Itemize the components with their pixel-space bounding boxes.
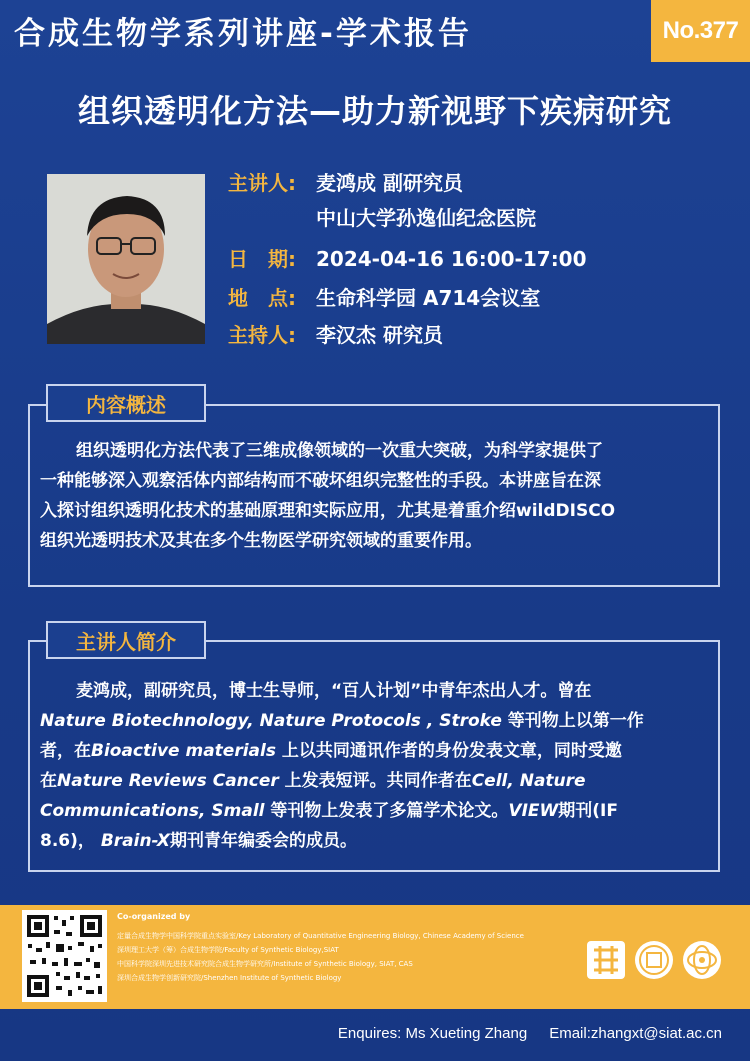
speaker-affiliation: 中山大学孙逸仙纪念医院	[316, 206, 536, 230]
lecture-number: No.377	[662, 17, 739, 44]
qr-code-icon	[22, 910, 107, 1002]
journal-names: Cell, Nature	[471, 771, 586, 791]
journal-name: Nature Reviews Cancer	[57, 771, 279, 791]
overview-line: 组织透明化方法代表了三维成像领域的一次重大突破，为科学家提供了	[76, 441, 603, 461]
bio-line: Communications, Small 等刊物上发表了多篇学术论文。VIEW期刊(IF	[40, 801, 618, 821]
host-row	[228, 319, 443, 348]
cas-logo-icon	[682, 940, 722, 980]
place-value: 生命科学园 A714会议室	[316, 286, 541, 310]
contact-info	[338, 1025, 722, 1042]
lecture-number-badge	[651, 0, 750, 62]
overview-line: 一种能够深入观察活体内部结构而不破坏组织完整性的手段。本讲座旨在深	[40, 471, 601, 491]
journal-name: VIEW	[508, 801, 559, 821]
place-label: 地 点:	[228, 286, 296, 310]
institute-seal-icon	[634, 940, 674, 980]
host-value: 李汉杰 研究员	[316, 323, 443, 347]
overview-text	[40, 436, 710, 556]
date-value: 2024-04-16 16:00-17:00	[316, 247, 587, 271]
overview-line: 入探讨组织透明化技术的基础原理和实际应用，尤其是着重介绍wildDISCO	[40, 501, 616, 521]
journal-names: Nature Biotechnology, Nature Protocols , Stroke	[40, 711, 502, 731]
speaker-name: 麦鸿成 副研究员	[316, 171, 463, 195]
coorganizer-item: 深圳合成生物学创新研究院/Shenzhen Institute of Synthetic Biology	[117, 974, 342, 982]
journal-names: Communications, Small	[40, 801, 265, 821]
bio-line: 麦鸿成，副研究员，博士生导师，“百人计划”中青年杰出人才。曾在	[76, 681, 592, 701]
bio-text	[40, 676, 710, 856]
contact-email: Email:zhangxt@siat.ac.cn	[549, 1025, 722, 1042]
journal-name: Bioactive materials	[91, 741, 276, 761]
coorganizers-heading: Co-organized by	[117, 912, 191, 921]
bio-line: 8.6)， Brain-X期刊青年编委会的成员。	[40, 831, 358, 851]
speaker-row	[228, 167, 463, 196]
bio-line: 在Nature Reviews Cancer 上发表短评。共同作者在Cell, Nature	[40, 771, 586, 791]
coorganizer-item: 定量合成生物学中国科学院重点实验室/Key Laboratory of Quantitative Engineering Biology, Chinese Academy of Science	[117, 932, 524, 940]
coorganizer-item: 中国科学院深圳先进技术研究院合成生物学研究所/Institute of Synthetic Biology, SIAT, CAS	[117, 960, 413, 968]
bio-line: 者，在Bioactive materials 上以共同通讯作者的身份发表文章，同时受邀	[40, 741, 622, 761]
overview-line: 组织光透明技术及其在多个生物医学研究领域的重要作用。	[40, 531, 482, 551]
bio-line: Nature Biotechnology, Nature Protocols , Stroke 等刊物上以第一作	[40, 711, 644, 731]
date-label: 日 期:	[228, 247, 296, 271]
overview-heading: 内容概述	[46, 384, 206, 422]
date-row	[228, 243, 587, 272]
bio-heading: 主讲人简介	[46, 621, 206, 659]
header-bar	[0, 0, 750, 62]
place-row	[228, 282, 540, 311]
coorganizer-item: 深圳理工大学（筹）合成生物学院/Faculty of Synthetic Biology,SIAT	[117, 946, 339, 954]
speaker-label: 主讲人:	[228, 171, 296, 195]
speaker-photo	[47, 174, 205, 344]
siat-logo-icon	[586, 940, 626, 980]
lecture-title: 组织透明化方法—助力新视野下疾病研究	[77, 92, 672, 130]
affiliation-row	[316, 202, 536, 231]
coorganizers	[117, 912, 524, 984]
host-label: 主持人:	[228, 323, 296, 347]
series-title: 合成生物学系列讲座-学术报告	[14, 16, 472, 52]
enquiry-contact: Enquires: Ms Xueting Zhang	[337, 1025, 528, 1042]
journal-name: Brain-X	[100, 831, 171, 851]
